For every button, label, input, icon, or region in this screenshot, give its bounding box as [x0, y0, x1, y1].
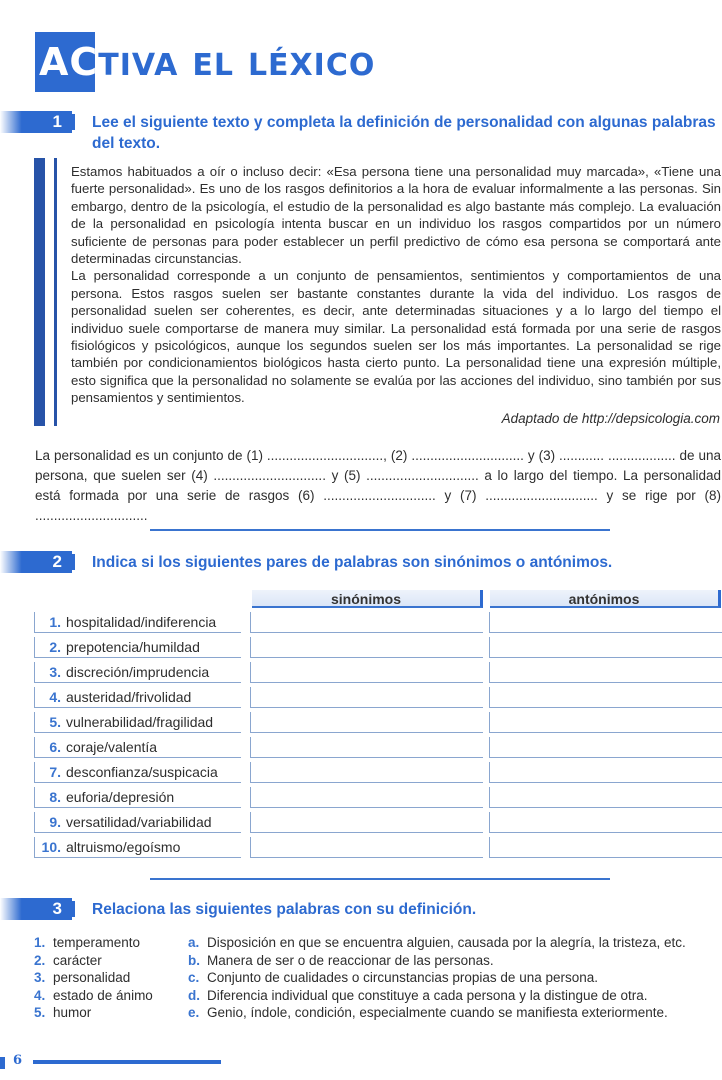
definition-letter: b. [188, 952, 200, 968]
word-pair-cell [34, 762, 241, 783]
word-item[interactable] [34, 952, 153, 970]
passage-source: Adaptado de http://depsicologia.com [501, 411, 720, 426]
sinonimos-answer-cell[interactable] [250, 612, 483, 633]
word-text: temperamento [53, 935, 141, 950]
word-pair: discreción/imprudencia [66, 664, 210, 680]
exercise-number: 3 [52, 899, 62, 918]
word-pair: prepotencia/humildad [66, 639, 200, 655]
exercise-3-header [0, 898, 722, 920]
word-number: 4. [34, 987, 46, 1003]
antonimos-answer-cell[interactable] [489, 737, 722, 758]
word-pair: versatilidad/variabilidad [66, 814, 212, 830]
row-number: 6. [49, 739, 61, 755]
word-number: 5. [34, 1005, 46, 1021]
antonimos-answer-cell[interactable] [489, 612, 722, 633]
definition-text: Conjunto de cualidades o circunstancias propias de una persona. [207, 970, 599, 986]
word-number: 1. [34, 935, 46, 950]
word-item[interactable] [34, 1004, 153, 1022]
row-number: 10. [41, 839, 61, 855]
sinonimos-answer-cell[interactable] [250, 687, 483, 708]
row-number: 7. [49, 764, 61, 780]
word-pair: hospitalidad/indiferencia [66, 614, 217, 630]
word-pair-cell [34, 812, 241, 833]
exercise-number: 1 [52, 112, 62, 131]
definition-letter: e. [188, 1005, 200, 1021]
title-first-letters: AC [39, 40, 99, 84]
row-number: 2. [49, 639, 61, 655]
row-number: 5. [49, 714, 61, 730]
exercise-instruction: Indica si los siguientes pares de palabras son sinónimos o antónimos. [92, 554, 613, 571]
exercise-2-header [0, 551, 722, 573]
page-number-marker [0, 1057, 5, 1069]
definition-item[interactable] [188, 969, 686, 987]
word-pair: euforia/depresión [66, 789, 175, 805]
word-pair-cell [34, 712, 241, 733]
page-number: 6 [13, 1053, 23, 1068]
antonimos-answer-cell[interactable] [489, 812, 722, 833]
definition-item[interactable] [188, 952, 686, 970]
title-word-el: EL [192, 48, 234, 83]
word-pair: vulnerabilidad/fragilidad [66, 714, 214, 730]
section-divider [150, 878, 610, 880]
definition-letter: c. [188, 970, 200, 986]
word-pair: austeridad/frivolidad [66, 689, 192, 705]
word-text: personalidad [53, 970, 131, 986]
row-number: 8. [49, 789, 61, 805]
exercise-number-badge [0, 898, 72, 920]
sinonimos-answer-cell[interactable] [250, 637, 483, 658]
word-text: humor [53, 1005, 92, 1021]
word-pair-cell [34, 612, 241, 633]
quote-bar-thin [54, 158, 57, 426]
fill-in-definition[interactable] [35, 446, 721, 526]
word-list [34, 934, 153, 1022]
exercise-number-badge [0, 551, 72, 573]
sinonimos-answer-cell[interactable] [250, 662, 483, 683]
section-divider [150, 529, 610, 531]
word-pair: coraje/valentía [66, 739, 158, 755]
footer-rule [33, 1060, 221, 1064]
sinonimos-answer-cell[interactable] [250, 787, 483, 808]
word-pair-cell [34, 837, 241, 858]
word-item[interactable] [34, 969, 153, 987]
definition-text: Diferencia individual que constituye a cada persona y la distingue de otra. [207, 987, 648, 1003]
word-number: 2. [34, 952, 46, 968]
definition-text: Manera de ser o de reaccionar de las personas. [207, 952, 494, 968]
sinonimos-answer-cell[interactable] [250, 712, 483, 733]
definition-letter: d. [188, 987, 200, 1003]
definition-text: Genio, índole, condición, especialmente cuando se manifiesta exteriormente. [207, 1005, 668, 1021]
sinonimos-answer-cell[interactable] [250, 812, 483, 833]
title-word-activa: TIVA [98, 48, 179, 83]
word-text: estado de ánimo [53, 987, 153, 1003]
exercise-number-badge [0, 111, 72, 133]
antonimos-answer-cell[interactable] [489, 687, 722, 708]
word-pair-cell [34, 687, 241, 708]
antonimos-answer-cell[interactable] [489, 662, 722, 683]
fill-in-text[interactable]: La personalidad es un conjunto de (1) ..............................., (2) .............................. y (3) ............ .................. de una persona, que suelen ser (4) .............................. y (5) .............................. a lo largo del tiempo. La personalidad está formada por una serie de rasgos (6) .............................. y (7) .............................. y se rige por (8) .............................. [35, 448, 721, 523]
word-pair-cell [34, 637, 241, 658]
word-text: carácter [53, 952, 102, 968]
antonimos-answer-cell[interactable] [489, 837, 722, 858]
definition-text: Disposición en que se encuentra alguien, causada por la alegría, la tristeza, etc. [207, 935, 686, 950]
word-pair: desconfianza/suspicacia [66, 764, 218, 780]
row-number: 4. [49, 689, 61, 705]
definition-item[interactable] [188, 1004, 686, 1022]
antonimos-answer-cell[interactable] [489, 787, 722, 808]
quote-bar-thick [34, 158, 45, 426]
sinonimos-answer-cell[interactable] [250, 737, 483, 758]
row-number: 9. [49, 814, 61, 830]
word-pair-cell [34, 737, 241, 758]
passage-paragraph: Estamos habituados a oír o incluso decir: «Esa persona tiene una personalidad muy marcada», «Tiene una fuerte personalidad». Es uno de los rasgos definitorios a la hora de evaluar informalmente a las personas. Sin embargo, dentro de la psicología, el estudio de la personalidad es algo bastante más complejo. La evaluación de la personalidad en psicología intenta buscar en un individuo los rasgos compartidos por un número suficiente de personas para poder establecer un perfil predictivo de cómo esa persona se comportará ante determinadas circunstancias. [71, 164, 721, 267]
antonimos-answer-cell[interactable] [489, 637, 722, 658]
title-word-lexico: LÉXICO [247, 48, 376, 83]
word-number: 3. [34, 970, 46, 986]
exercise-number: 2 [52, 552, 62, 571]
exercise-instruction: Lee el siguiente texto y completa la definición de personalidad con algunas palabras del texto. [92, 114, 716, 152]
definition-letter: a. [188, 935, 200, 950]
passage-paragraph: La personalidad corresponde a un conjunto de pensamientos, sentimientos y comportamientos de una persona. Estos rasgos suelen ser bastante constantes durante la vida del individuo. Los rasgos de personalidad suelen ser coherentes, es decir, ante determinadas situaciones y a lo largo del tiempo el individuo suele comportarse de manera muy similar. La personalidad está formada por una serie de rasgos fisiológicos y psicológicos, aunque los segundos suelen ser los más importantes. La personalidad se rige también por condicionamientos biológicos hasta cierto punto. La personalidad tiene una expresión múltiple, esto significa que la personalidad no solamente se evalúa por las acciones del individuo, sino también por sus pensamientos y sentimientos. [71, 268, 721, 406]
antonimos-answer-cell[interactable] [489, 762, 722, 783]
reading-passage [71, 163, 721, 407]
row-number: 1. [49, 614, 61, 630]
definition-item[interactable] [188, 934, 686, 952]
antonimos-answer-cell[interactable] [489, 712, 722, 733]
exercise-1-header [0, 111, 722, 152]
sinonimos-answer-cell[interactable] [250, 762, 483, 783]
word-item[interactable] [34, 987, 153, 1005]
word-pair-cell [34, 662, 241, 683]
word-pair-cell [34, 787, 241, 808]
exercise-instruction: Relaciona las siguientes palabras con su definición. [92, 901, 477, 918]
definition-list [188, 934, 686, 1022]
definition-item[interactable] [188, 987, 686, 1005]
row-number: 3. [49, 664, 61, 680]
word-item[interactable] [34, 934, 153, 952]
word-pair: altruismo/egoísmo [66, 839, 181, 855]
column-header-antonimos: antónimos [490, 590, 721, 608]
column-header-sinonimos: sinónimos [252, 590, 483, 608]
page-title-text [39, 42, 375, 86]
sinonimos-answer-cell[interactable] [250, 837, 483, 858]
